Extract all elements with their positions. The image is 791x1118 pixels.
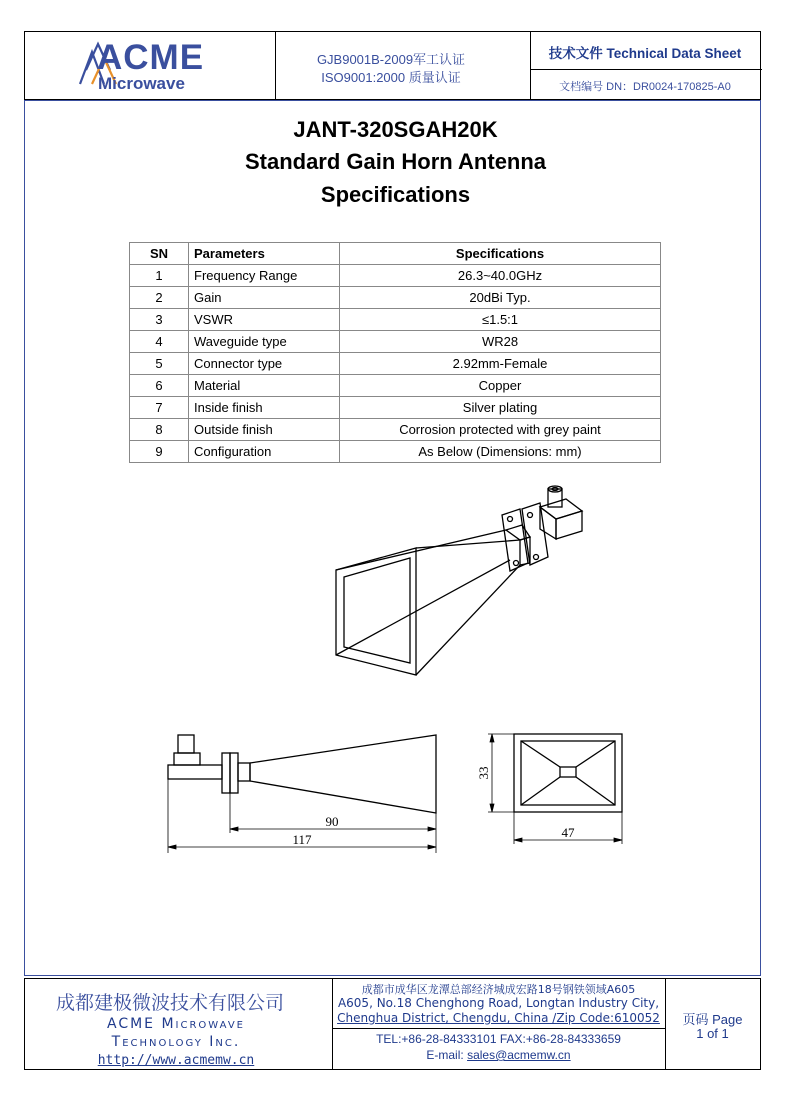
horn-front-view-drawing — [470, 728, 630, 848]
logo-sub-text: Microwave — [98, 74, 185, 93]
header-parameters: Parameters — [189, 243, 340, 265]
model-title: JANT-320SGAH20K — [293, 117, 498, 142]
row-parameter: Waveguide type — [189, 331, 340, 353]
row-parameter: Material — [189, 375, 340, 397]
row-spec: Copper — [340, 375, 661, 397]
row-sn: 7 — [130, 397, 189, 419]
contact-email — [332, 1048, 665, 1062]
row-sn: 8 — [130, 419, 189, 441]
dim-117-label: 117 — [292, 832, 312, 847]
doc-number: 文档编号 DN：DR0024-170825-A0 — [559, 81, 731, 93]
table-row — [130, 331, 661, 353]
doc-title: 技术文件 Technical Data Sheet — [548, 46, 742, 61]
row-parameter: Gain — [189, 287, 340, 309]
cert-gjb: GJB9001B-2009军工认证 — [316, 52, 466, 67]
address-en-line2: Chenghua District, Chengdu, China /Zip Code:610052 — [337, 1011, 660, 1025]
row-sn: 9 — [130, 441, 189, 463]
table-header-row — [130, 243, 661, 265]
row-parameter: Outside finish — [189, 419, 340, 441]
horn-isometric-drawing — [330, 485, 590, 685]
company-name-en-line2: Technology Inc. — [111, 1034, 241, 1050]
row-spec: As Below (Dimensions: mm) — [340, 441, 661, 463]
table-row — [130, 397, 661, 419]
table-row — [130, 265, 661, 287]
specifications-title: Specifications — [320, 182, 471, 207]
row-spec: 26.3~40.0GHz — [340, 265, 661, 287]
product-title: Standard Gain Horn Antenna — [244, 149, 547, 174]
row-spec: 2.92mm-Female — [340, 353, 661, 375]
horn-side-view-drawing — [160, 725, 450, 855]
row-sn: 2 — [130, 287, 189, 309]
row-spec: ≤1.5:1 — [340, 309, 661, 331]
logo-main-text: ACME — [97, 38, 205, 77]
email-link[interactable]: sales@acmemw.cn — [467, 1048, 571, 1062]
table-row — [130, 375, 661, 397]
row-sn: 3 — [130, 309, 189, 331]
table-row — [130, 309, 661, 331]
row-spec: 20dBi Typ. — [340, 287, 661, 309]
row-sn: 1 — [130, 265, 189, 287]
table-row — [130, 353, 661, 375]
cert-iso: ISO9001:2000 质量认证 — [321, 70, 461, 85]
header-sn: SN — [130, 243, 189, 265]
contact-tel-fax: TEL:+86-28-84333101 FAX:+86-28-84333659 — [376, 1032, 621, 1046]
row-spec: WR28 — [340, 331, 661, 353]
row-parameter: Frequency Range — [189, 265, 340, 287]
row-sn: 6 — [130, 375, 189, 397]
email-label: E-mail: — [426, 1048, 468, 1062]
dim-90-label: 90 — [325, 814, 339, 829]
row-spec: Corrosion protected with grey paint — [340, 419, 661, 441]
row-spec: Silver plating — [340, 397, 661, 419]
dim-33-label: 33 — [476, 766, 491, 780]
row-parameter: VSWR — [189, 309, 340, 331]
address-en-line1: A605, No.18 Chenghong Road, Longtan Industry City, — [337, 996, 660, 1010]
company-website-link[interactable]: http://www.acmemw.cn — [97, 1053, 255, 1068]
row-parameter: Connector type — [189, 353, 340, 375]
row-parameter: Inside finish — [189, 397, 340, 419]
table-row — [130, 287, 661, 309]
dim-47-label: 47 — [561, 825, 575, 840]
page-value: 1 of 1 — [696, 1026, 729, 1041]
page-label: 页码 Page — [682, 1012, 743, 1027]
table-row — [130, 419, 661, 441]
address-cn: 成都市成华区龙潭总部经济城成宏路18号钢铁领域A605 — [361, 983, 636, 996]
table-row — [130, 441, 661, 463]
row-sn: 4 — [130, 331, 189, 353]
spec-table — [129, 242, 661, 463]
row-sn: 5 — [130, 353, 189, 375]
row-parameter: Configuration — [189, 441, 340, 463]
header-specifications: Specifications — [340, 243, 661, 265]
company-name-cn: 成都建极微波技术有限公司 — [56, 992, 285, 1014]
company-name-en-line1: ACME Microwave — [106, 1016, 245, 1032]
